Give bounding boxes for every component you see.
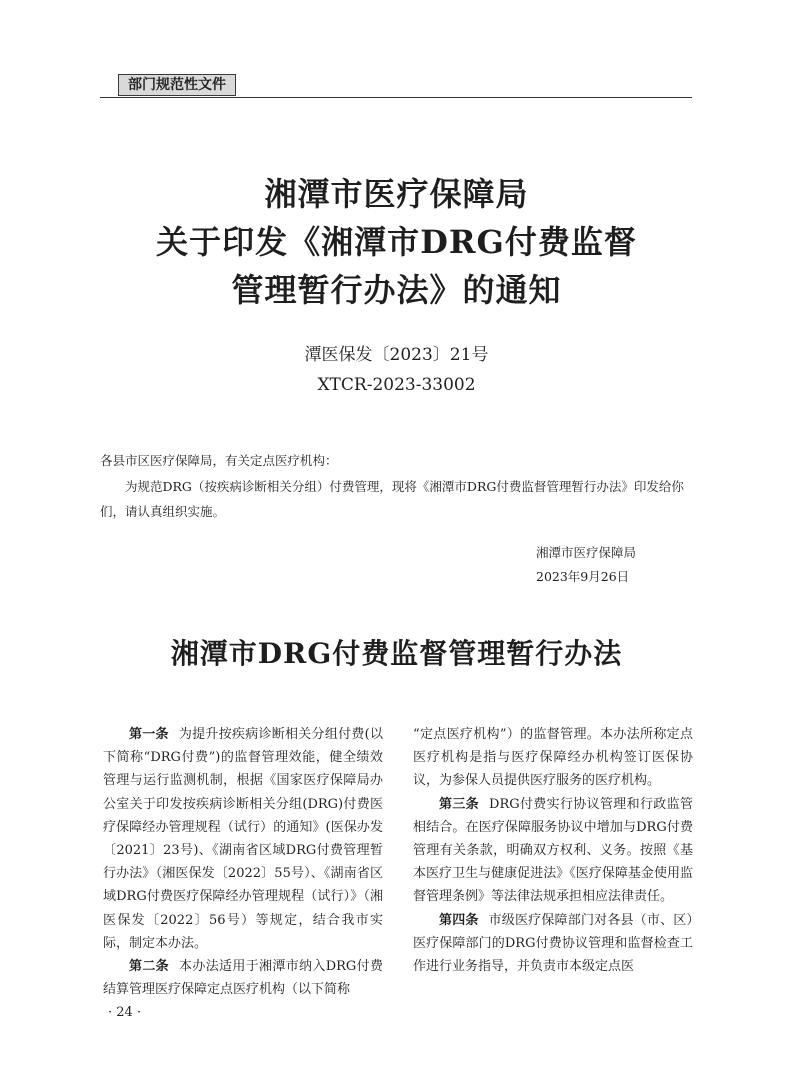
article-paragraph — [413, 723, 693, 793]
right-column — [413, 723, 693, 978]
header-divider — [100, 97, 692, 98]
article-paragraph — [413, 909, 693, 979]
signature-organization: 湘潭市医疗保障局 — [536, 545, 637, 560]
document-number: 潭医保发〔2023〕21号 — [304, 345, 489, 365]
title-line: 管理暂行办法》的通知 — [231, 271, 562, 309]
article-heading: 第二条 — [129, 959, 170, 975]
article-paragraph — [103, 955, 383, 1001]
title-line: 湘潭市医疗保障局 — [264, 175, 529, 213]
measures-title: 湘潭市DRG付费监督管理暂行办法 — [170, 637, 623, 670]
document-numbers — [100, 340, 693, 400]
title-line: 关于印发《湘潭市DRG付费监督 — [156, 223, 637, 261]
article-text: “定点医疗机构”）的监督管理。本办法所称定点医疗机构是指与医疗保障经办机构签订医保协议，为参保人员提供医疗服务的医疗机构。 — [413, 727, 693, 789]
article-text: 为提升按疾病诊断相关分组付费(以下简称“DRG付费”)的监督管理效能，健全绩效管理与运行监测机制，根据《国家医疗保障局办公室关于印发按疾病诊断相关分组(DRG)付费医疗保障经办管理规程（试行）的通知》(医保办发〔2021〕23号)、《湖南省区域DRG付费管理暂行办法》（湘医保发〔2022〕55号）、《湖南省区域DRG付费医疗保障经办管理规程（试行）》（湘医保发〔2022〕56号）等规定，结合我市实际，制定本办法。 — [103, 727, 383, 951]
page-number: · 24 · — [108, 1005, 142, 1020]
article-paragraph — [413, 793, 693, 909]
section-tag: 部门规范性文件 — [118, 74, 236, 96]
document-title — [100, 170, 693, 314]
article-heading: 第三条 — [439, 796, 480, 812]
notice-addressee: 各县市区医疗保障局，有关定点医疗机构： — [100, 453, 338, 468]
article-paragraph — [103, 723, 383, 955]
article-text: DRG付费实行协议管理和行政监管相结合。在医疗保障服务协议中增加与DRG付费管理有关条款，明确双方权利、义务。按照《基本医疗卫生与健康促进法》《医疗保障基金使用监督管理条例》等法律法规承担相应法律责任。 — [413, 796, 693, 905]
document-code: XTCR-2023-33002 — [317, 375, 476, 395]
notice-body: 为规范DRG（按疾病诊断相关分组）付费管理，现将《湘潭市DRG付费监督管理暂行办法》印发给你们，请认真组织实施。 — [100, 479, 684, 519]
left-column — [103, 723, 383, 1001]
article-heading: 第一条 — [129, 727, 169, 742]
article-text: 市级医疗保障部门对各县（市、区）医疗保障部门的DRG付费协议管理和监督检查工作进行业务指导，并负责市本级定点医 — [413, 912, 693, 975]
article-text: 本办法适用于湘潭市纳入DRG付费结算管理医疗保障定点医疗机构（以下简称 — [103, 959, 383, 998]
article-heading: 第四条 — [439, 912, 479, 928]
signature-date: 2023年9月26日 — [536, 569, 630, 584]
